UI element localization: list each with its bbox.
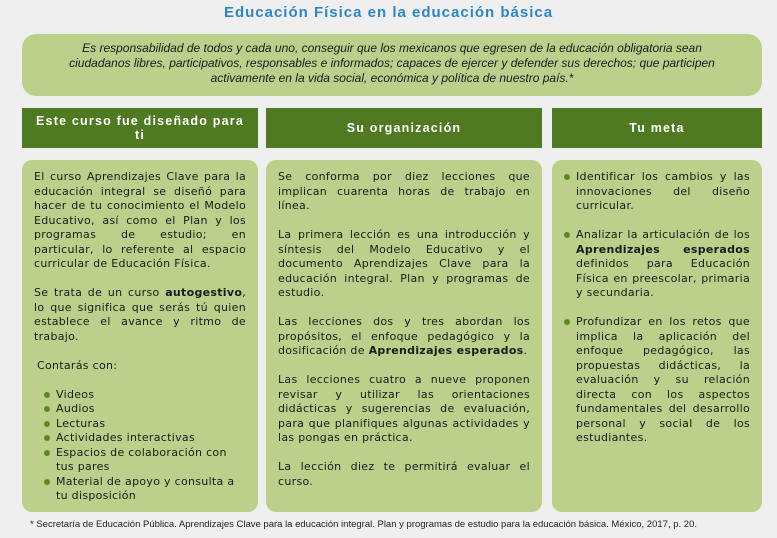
org-paragraph: Las lecciones cuatro a nueve proponen revisar y utilizar las orientaciones didácticas y sugerencias de evaluación, para que planifiques algunas actividades y las pongas en práctica. xyxy=(278,373,530,444)
list-item: Analizar la articulación de los Aprendizajes esperados definidos para Educación Física en preescolar, primaria y secundaria. xyxy=(564,228,750,301)
bullet-icon xyxy=(564,174,570,180)
list-item: Espacios de colaboración con tus pares xyxy=(44,446,246,475)
list-item: Profundizar en los retos que implica la aplicación del enfoque pedagógico, las propuestas didácticas, la evaluación y su relación directa con los aspectos fundamentales del desarrollo personal y social de los estudiantes. xyxy=(564,315,750,446)
org-paragraph: Se conforma por diez lecciones que implican cuarenta horas de trabajo en línea. xyxy=(278,170,530,212)
bullet-icon xyxy=(44,435,50,441)
course-resources-list xyxy=(34,388,246,504)
header-course: Este curso fue diseñado para ti xyxy=(22,108,258,148)
list-item: Audios xyxy=(44,402,246,417)
list-item: Identificar los cambios y las innovaciones del diseño curricular. xyxy=(564,170,750,214)
bullet-icon xyxy=(44,450,50,456)
header-organization: Su organización xyxy=(266,108,542,148)
list-item: Actividades interactivas xyxy=(44,431,246,446)
footnote: * Secretaría de Educación Pública. Aprendizajes Clave para la educación integral. Plan y programas de estudio para la educación básica. México, 2017, p. 20. xyxy=(30,519,697,530)
mission-quote: Es responsabilidad de todos y cada uno, conseguir que los mexicanos que egresen de la educación obligatoria sean ciudadanos libres, participativos, responsables e informados; capaces de ejercer y defender sus derechos; que participen activamente en la vida social, económica y política de nuestro país.* xyxy=(22,34,762,96)
goal-list xyxy=(564,170,750,446)
course-self-managed: Se trata de un curso autogestivo, lo que significa que serás tú quien establece el avance y ritmo de trabajo. xyxy=(34,286,246,343)
bullet-icon xyxy=(44,406,50,412)
course-count-label: Contarás con: xyxy=(37,358,118,372)
course-intro: El curso Aprendizajes Clave para la educación integral se diseñó para hacer de tu conocimiento el Modelo Educativo, así como el Plan y los programas de estudio; en particular, lo referente al espacio curricular de Educación Física. xyxy=(34,170,246,270)
course-panel xyxy=(22,160,258,512)
bullet-icon xyxy=(44,479,50,485)
list-item: Lecturas xyxy=(44,417,246,432)
header-goal: Tu meta xyxy=(552,108,762,148)
organization-panel xyxy=(266,160,542,512)
org-paragraph: La primera lección es una introducción y síntesis del Modelo Educativo y el documento Aprendizajes Clave para la educación integral. Plan y programas de estudio. xyxy=(278,228,530,299)
bullet-icon xyxy=(564,319,570,325)
org-paragraph: La lección diez te permitirá evaluar el curso. xyxy=(278,460,530,488)
org-paragraph: Las lecciones dos y tres abordan los propósitos, el enfoque pedagógico y la dosificación de Aprendizajes esperados. xyxy=(278,315,530,357)
bullet-icon xyxy=(44,392,50,398)
page-title: Educación Física en la educación básica xyxy=(223,4,554,21)
list-item: Videos xyxy=(44,388,246,403)
list-item: Material de apoyo y consulta a tu disposición xyxy=(44,475,246,504)
bullet-icon xyxy=(564,232,570,238)
bullet-icon xyxy=(44,421,50,427)
goal-panel xyxy=(552,160,762,512)
